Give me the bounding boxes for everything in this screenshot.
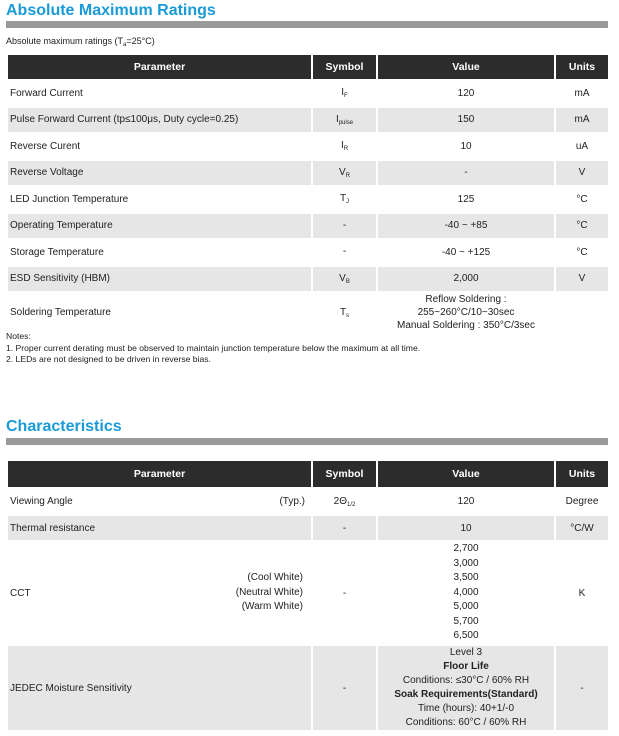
col-header-symbol: Symbol [312,460,377,488]
unit-cell: °C [555,213,609,240]
table-row [7,541,609,645]
symbol-cell: - [312,515,377,541]
symbol-cell: $I_F$ [312,80,377,107]
value-cell: 150 [377,107,555,134]
unit-cell: K [555,541,609,645]
param-cell: Operating Temperature [7,213,312,240]
table-row [7,160,609,187]
table-row [7,107,609,134]
section-title-absolute: Absolute Maximum Ratings [6,2,216,19]
param-cell: Thermal resistance [7,515,312,541]
value-cell: 10 [377,515,555,541]
col-header-symbol: Symbol [312,54,377,80]
value-cell: 2,000 [377,266,555,293]
param-cell: Soldering Temperature [7,292,312,333]
value-cell: 10 [377,133,555,160]
note-2: 2. LEDs are not designed to be driven in reverse bias. [6,354,211,364]
symbol-cell: $V_B$ [312,266,377,293]
value-cell: 120 [377,80,555,107]
param-cell: Reverse Voltage [7,160,312,187]
symbol-cell: $T_J$ [312,186,377,213]
section-title-characteristics: Characteristics [6,418,122,435]
value-cell: 120 [377,488,555,515]
absolute-ratings-table [6,53,610,334]
symbol-cell: $T_s$ [312,292,377,333]
unit-cell: mA [555,80,609,107]
param-cell: ESD Sensitivity (HBM) [7,266,312,293]
table-row [7,186,609,213]
table-row [7,266,609,293]
characteristics-table [6,459,610,732]
symbol-cell: $I_{pulse}$ [312,107,377,134]
param-cell: Forward Current [7,80,312,107]
unit-cell: - [555,645,609,731]
note-1: 1. Proper current derating must be observed to maintain junction temperature below the maximum at all time. [6,342,421,353]
symbol-cell: - [312,645,377,731]
notes-heading: Notes: [6,331,31,341]
unit-cell: V [555,160,609,187]
col-header-parameter: Parameter [7,460,312,488]
value-cell: - [377,160,555,187]
value-cell: 2,700 3,000 3,500 4,000 5,000 5,700 6,500 [377,541,555,645]
col-header-units: Units [555,54,609,80]
unit-cell [555,292,609,333]
table-row [7,213,609,240]
table-row [7,80,609,107]
value-cell: -40 ~ +85 [377,213,555,240]
table-row [7,133,609,160]
symbol-cell: $2\Theta_{1/2}$ [312,488,377,515]
value-cell: -40 ~ +125 [377,239,555,266]
section-rule [6,21,608,28]
param-cell: Pulse Forward Current (tp≤100μs, Duty cycle=0.25) [7,107,312,134]
table-caption: Absolute maximum ratings $(T_a=25^\circ C)$ [6,36,155,48]
col-header-parameter: Parameter [7,54,312,80]
col-header-value: Value [377,460,555,488]
symbol-cell: $I_R$ [312,133,377,160]
table-row [7,292,609,333]
table-row [7,645,609,731]
symbol-cell: - [312,239,377,266]
unit-cell: °C [555,239,609,266]
symbol-cell: $V_R$ [312,160,377,187]
unit-cell: V [555,266,609,293]
section-rule [6,438,608,445]
param-cell: LED Junction Temperature [7,186,312,213]
value-cell: Level 3 Floor Life Conditions: ≤30°C / 60% RH Soak Requirements(Standard) Time (hours): 40+1/-0 Conditions: 60°C / 60% RH [377,645,555,731]
notes [6,331,420,366]
table-row [7,515,609,541]
param-cell: Storage Temperature [7,239,312,266]
unit-cell: mA [555,107,609,134]
table-row [7,488,609,515]
value-cell: Reflow Soldering : 255~260°C/10~30sec Manual Soldering : 350°C/3sec [377,292,555,333]
param-cell: JEDEC Moisture Sensitivity [7,645,312,731]
param-cell: Reverse Curent [7,133,312,160]
unit-cell: Degree [555,488,609,515]
symbol-cell: - [312,541,377,645]
param-cell: Viewing Angle (Typ.) [7,488,312,515]
unit-cell: °C/W [555,515,609,541]
value-cell: 125 [377,186,555,213]
col-header-units: Units [555,460,609,488]
unit-cell: uA [555,133,609,160]
unit-cell: °C [555,186,609,213]
table-row [7,239,609,266]
param-cell: CCT (Cool White) (Neutral White) (Warm White) [7,541,312,645]
col-header-value: Value [377,54,555,80]
symbol-cell: - [312,213,377,240]
